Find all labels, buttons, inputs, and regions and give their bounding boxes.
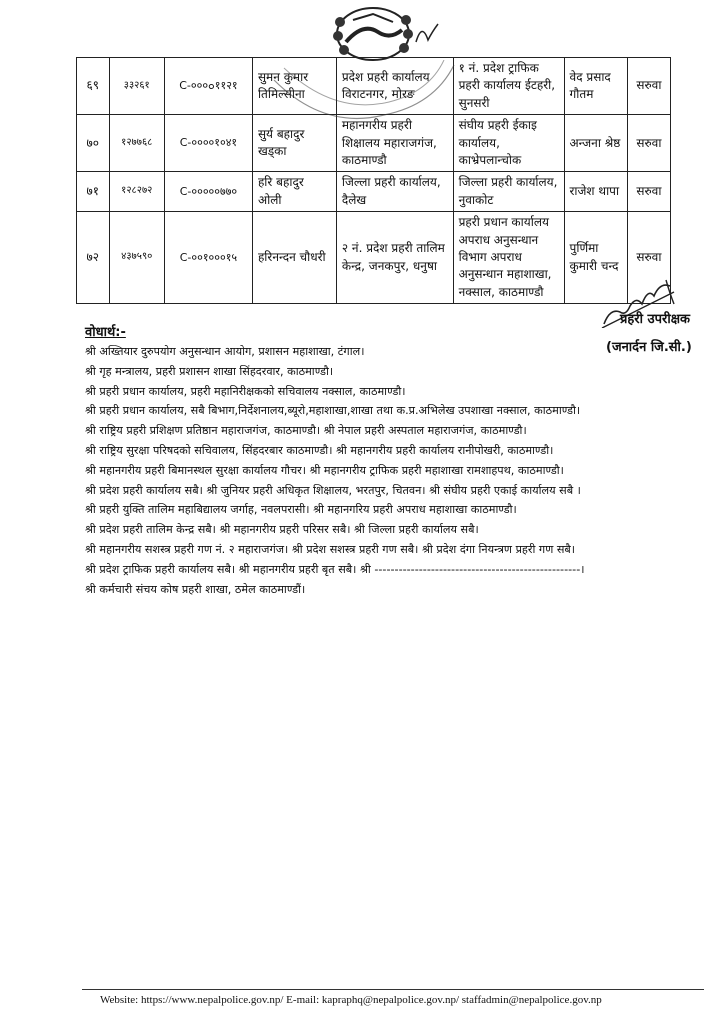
replacement-name: वेद प्रसाद गौतम <box>564 58 627 115</box>
employee-name: सुमन कुमार तिमिल्सीना <box>252 58 336 115</box>
transfer-office: १ नं. प्रदेश ट्राफिक प्रहरी कार्यालय ईटहरी, सुनसरी <box>453 58 564 115</box>
serial-number: ७१ <box>77 172 110 212</box>
table-row <box>77 172 671 212</box>
cc-line: श्री कर्मचारी संचय कोष प्रहरी शाखा, ठमेल काठमाण्डौं। <box>85 582 306 596</box>
transfer-office: प्रहरी प्रधान कार्यालय अपराध अनुसन्धान विभाग अपराध अनुसन्धान महाशाखा, नक्साल, काठमाण्डौ <box>453 212 564 304</box>
serial-number: ७० <box>77 115 110 172</box>
transfer-office: संघीय प्रहरी ईकाइ कार्यालय, काभ्रेपलान्चोक <box>453 115 564 172</box>
cc-line: श्री महानगरीय सशस्त्र प्रहरी गण नं. २ महाराजगंज। श्री प्रदेश सशस्त्र प्रहरी गण सबै। श्री प्रदेश दंगा नियन्त्रण प्रहरी गण सबै। <box>85 542 576 556</box>
replacement-name: पुर्णिमा कुमारी चन्द <box>564 212 627 304</box>
replacement-name: राजेश थापा <box>564 172 627 212</box>
cc-line: श्री महानगरीय प्रहरी बिमानस्थल सुरक्षा कार्यालय गौचर। श्री महानगरीय ट्राफिक प्रहरी महाशाखा रामशाहपथ, काठमाण्डौ। <box>85 463 564 477</box>
table-row <box>77 115 671 172</box>
cc-line: श्री गृह मन्त्रालय, प्रहरी प्रशासन शाखा सिंहदरवार, काठमाण्डौ। <box>85 364 334 378</box>
cc-line: श्री प्रहरी प्रधान कार्यालय, प्रहरी महानिरीक्षकको सचिवालय नक्साल, काठमाण्डौ। <box>85 384 406 398</box>
status: सरुवा <box>627 58 670 115</box>
table-row <box>77 212 671 304</box>
current-office: २ नं. प्रदेश प्रहरी तालिम केन्द्र, जनकपुर, धनुषा <box>336 212 453 304</box>
cc-line: श्री राष्ट्रिय सुरक्षा परिषदको सचिवालय, सिंहदरबार काठमाण्डौ। श्री महानगरीय प्रहरी कार्यालय रानीपोखरी, काठमाण्डौ। <box>85 443 554 457</box>
status: सरुवा <box>627 115 670 172</box>
employee-name: सुर्य बहादुर खड्का <box>252 115 336 172</box>
table-row <box>77 58 671 115</box>
cc-line: श्री प्रहरी प्रधान कार्यालय, सबै बिभाग,निर्देशनालय,ब्यूरो,महाशाखा,शाखा तथा क.प्र.अभिलेख उपशाखा नक्साल, काठमाण्डौ। <box>85 404 581 418</box>
footer-contact: Website: https://www.nepalpolice.gov.np/ E-mail: kapraphq@nepalpolice.gov.np/ staffadmin@nepalpolice.gov.np <box>100 994 602 1006</box>
employee-name: हरिनन्दन चौधरी <box>252 212 336 304</box>
signatory-title: प्रहरी उपरीक्षक <box>620 312 691 327</box>
replacement-name: अन्जना श्रेष्ठ <box>564 115 627 172</box>
employee-id: ४३७५९० <box>109 212 164 304</box>
transfer-table <box>76 57 671 304</box>
cc-line: श्री प्रदेश प्रहरी कार्यालय सबै। श्री जुनियर प्रहरी अधिकृत शिक्षालय, भरतपुर, चितवन। श्री संघीय प्रहरी एकाई कार्यालय सबै । <box>85 483 581 497</box>
signatory-name: (जनार्दन जि.सी.) <box>606 340 692 355</box>
employee-id: ३३२६१ <box>109 58 164 115</box>
status: सरुवा <box>627 212 670 304</box>
cc-heading: वोधार्थ:- <box>85 325 126 340</box>
employee-code: C-००१०००१५ <box>164 212 252 304</box>
nepal-emblem-icon <box>318 2 448 62</box>
cc-line: श्री प्रदेश प्रहरी तालिम केन्द्र सबै। श्री महानगरीय प्रहरी परिसर सबै। श्री जिल्ला प्रहरी कार्यालय सबै। <box>85 523 479 537</box>
transfer-office: जिल्ला प्रहरी कार्यालय, नुवाकोट <box>453 172 564 212</box>
employee-id: १२८२७२ <box>109 172 164 212</box>
current-office: प्रदेश प्रहरी कार्यालय विराटनगर, मोरङ <box>336 58 453 115</box>
cc-line: श्री प्रदेश ट्राफिक प्रहरी कार्यालय सबै। श्री महानगरीय प्रहरी बृत सबै। श्री ---------------------------------------------------। <box>85 562 585 576</box>
footer-divider <box>82 989 704 990</box>
status: सरुवा <box>627 172 670 212</box>
employee-id: १२७७६८ <box>109 115 164 172</box>
current-office: जिल्ला प्रहरी कार्यालय, दैलेख <box>336 172 453 212</box>
serial-number: ७२ <box>77 212 110 304</box>
cc-line: श्री राष्ट्रिय प्रहरी प्रशिक्षण प्रतिष्ठान महाराजगंज, काठमाण्डौ। श्री नेपाल प्रहरी अस्पताल महाराजगंज, काठमाण्डौ। <box>85 424 527 438</box>
cc-line: श्री प्रहरी युक्ति तालिम महाबिद्यालय जर्गाह, नवलपरासी। श्री महानगरिय प्रहरी अपराध महाशाखा काठमाण्डौ। <box>85 503 517 517</box>
serial-number: ६९ <box>77 58 110 115</box>
cc-line: श्री अख्तियार दुरुपयोग अनुसन्धान आयोग, प्रशासन महाशाखा, टंगाल। <box>85 345 365 358</box>
employee-code: C-००००१०४१ <box>164 115 252 172</box>
employee-code: C-०००००७७० <box>164 172 252 212</box>
employee-code: C-०००๐११२१ <box>164 58 252 115</box>
cc-list <box>85 342 584 599</box>
employee-name: हरि बहादुर ओली <box>252 172 336 212</box>
current-office: महानगरीय प्रहरी शिक्षालय महाराजगंज, काठमाण्डौ <box>336 115 453 172</box>
